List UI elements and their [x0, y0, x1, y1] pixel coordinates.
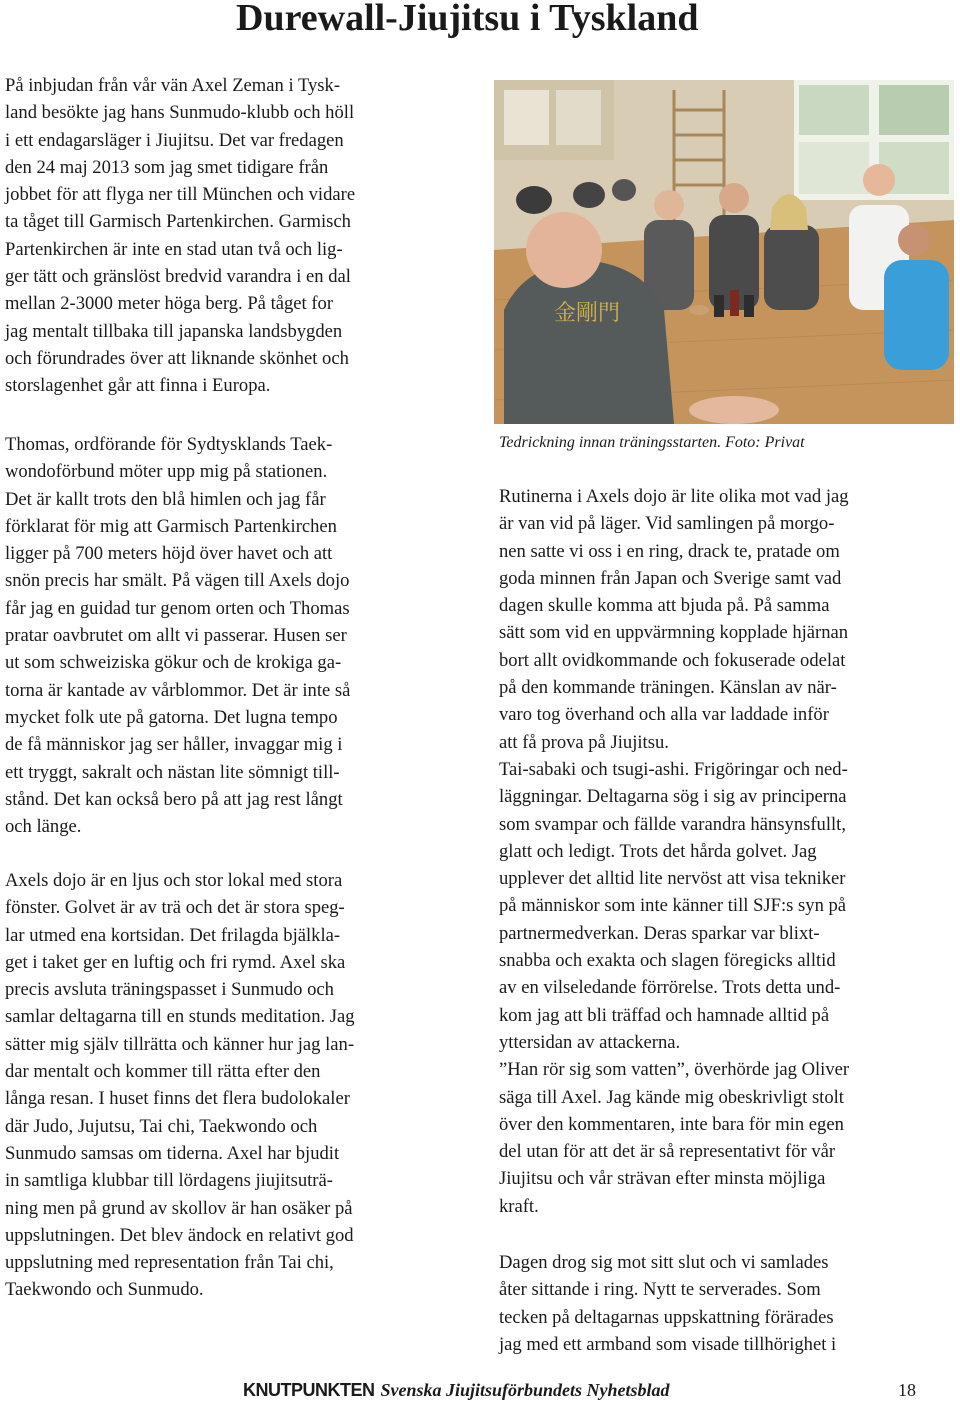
footer — [243, 1380, 670, 1404]
paragraph-intro: På inbjudan från vår vän Axel Zeman i Tysk- land besökte jag hans Sunmudo-klubb och höll i ett endagarsläger i Jiujitsu. Det var fredagen den 24 maj 2013 som jag smet tidigare från jobbet för att flyga ner till München och vidare ta tåget till Garmisch Partenkirchen. Garmisch Partenkirchen är inte en stad utan två och lig- ger tätt och gränslöst bredvid varandra i en dal mellan 2-3000 meter höga berg. På tåget for jag mentalt tillbaka till japanska landsbygden och förundrades över att liknande skönhet och storslagenhet går att finna i Europa. — [5, 75, 356, 397]
footer-publication: Svenska Jiujitsuförbundets Nyhetsblad — [380, 1380, 670, 1400]
paragraph-dojo: Axels dojo är en ljus och stor lokal med stora fönster. Golvet är av trä och det är stora speg- lar utmed ena kortsidan. Det frilagda bjälkla- get i taket ger en luftig och fri rymd. Axel ska precis avsluta träningspasset i Sunmudo och samlar deltagarna till en stunds meditation. Jag sätter mig själv tillrätta och känner hur jag lan- dar mentalt och kommer till rätta efter den långa resan. I huset finns det flera budolokaler där Judo, Jujutsu, Tai chi, Taekwondo och Sunmudo samsas om tiderna. Axel har bjudit in samtliga klubbar till lördagens jiujitsuträ- ning men på grund av skollov är han osäker på uppslutningen. Det blev ändock en relativt god uppslutning med representation från Tai chi, Taekwondo och Sunmudo. — [5, 870, 355, 1301]
photo-caption: Tedrickning innan träningsstarten. Foto: Privat — [499, 434, 805, 451]
paragraph-ending: Dagen drog sig mot sitt slut och vi samlades åter sittande i ring. Nytt te serverades. Som tecken på deltagarnas uppskattning förärades jag med ett armband som visade tillhörighet i — [499, 1252, 837, 1355]
paragraph-training: Rutinerna i Axels dojo är lite olika mot vad jag är van vid på läger. Vid samlingen på morgo- nen satte vi oss i en ring, drack te, pratade om goda minnen från Japan och Sverige samt vad dagen skulle komma att bjuda på. På samma sätt som vid en uppvärmning kopplade hjärnan bort allt ovidkommande och fokuserade odelat på den kommande träningen. Känslan av när- varo tog överhand och alla var laddade inför att få prova på Jiujitsu. Tai-sabaki och tsugi-ashi. Frigöringar och ned- läggningar. Deltagarna sög i sig av principerna som svampar och fällde varandra hänsynsfullt, glatt och ledigt. Trots det hårda golvet. Jag upplever det alltid lite nervöst att visa tekniker på människor som inte känner till SJF:s syn på partnermedverkan. Deras sparkar var blixt- snabba och exakta och slagen föregicks alltid av en vilseledande förrörelse. Trots detta und- kom jag att bli träffad och hamnade alltid på yttersidan av attackerna. ”Han rör sig som vatten”, överhörde jag Oliver säga till Axel. Jag kände mig obeskrivligt stolt över den kommentaren, inte bara för min egen del utan för att det är så representativt för vår Jiujitsu och vår strävan efter minsta möjliga kraft. — [499, 486, 850, 1217]
page-number: 18 — [898, 1380, 916, 1400]
paragraph-arrival: Thomas, ordförande för Sydtysklands Taek- wondoförbund möter upp mig på stationen. Det är kallt trots den blå himlen och jag får förklarat för mig att Garmisch Partenkirchen ligger på 700 meters höjd över havet och att snön precis har smält. På vägen till Axels dojo får jag en guidad tur genom orten och Thomas pratar oavbrutet om allt vi passerar. Husen ser ut som schweiziska gökur och de krokiga ga- torna är kantade av vårblommor. Det är inte så mycket folk ute på gatorna. Det lugna tempo de få människor jag ser håller, invaggar mig i ett tryggt, sakralt och nästan lite sömnigt till- stånd. Det kan också bero på att jag rest långt och länge. — [5, 434, 351, 838]
gi-embroidery-text: 金剛門 — [554, 301, 621, 326]
footer-brand: KNUTPUNKTEN — [243, 1380, 375, 1400]
dojo-photo — [494, 80, 954, 424]
article-title: Durewall-Jiujitsu i Tyskland — [236, 0, 699, 39]
